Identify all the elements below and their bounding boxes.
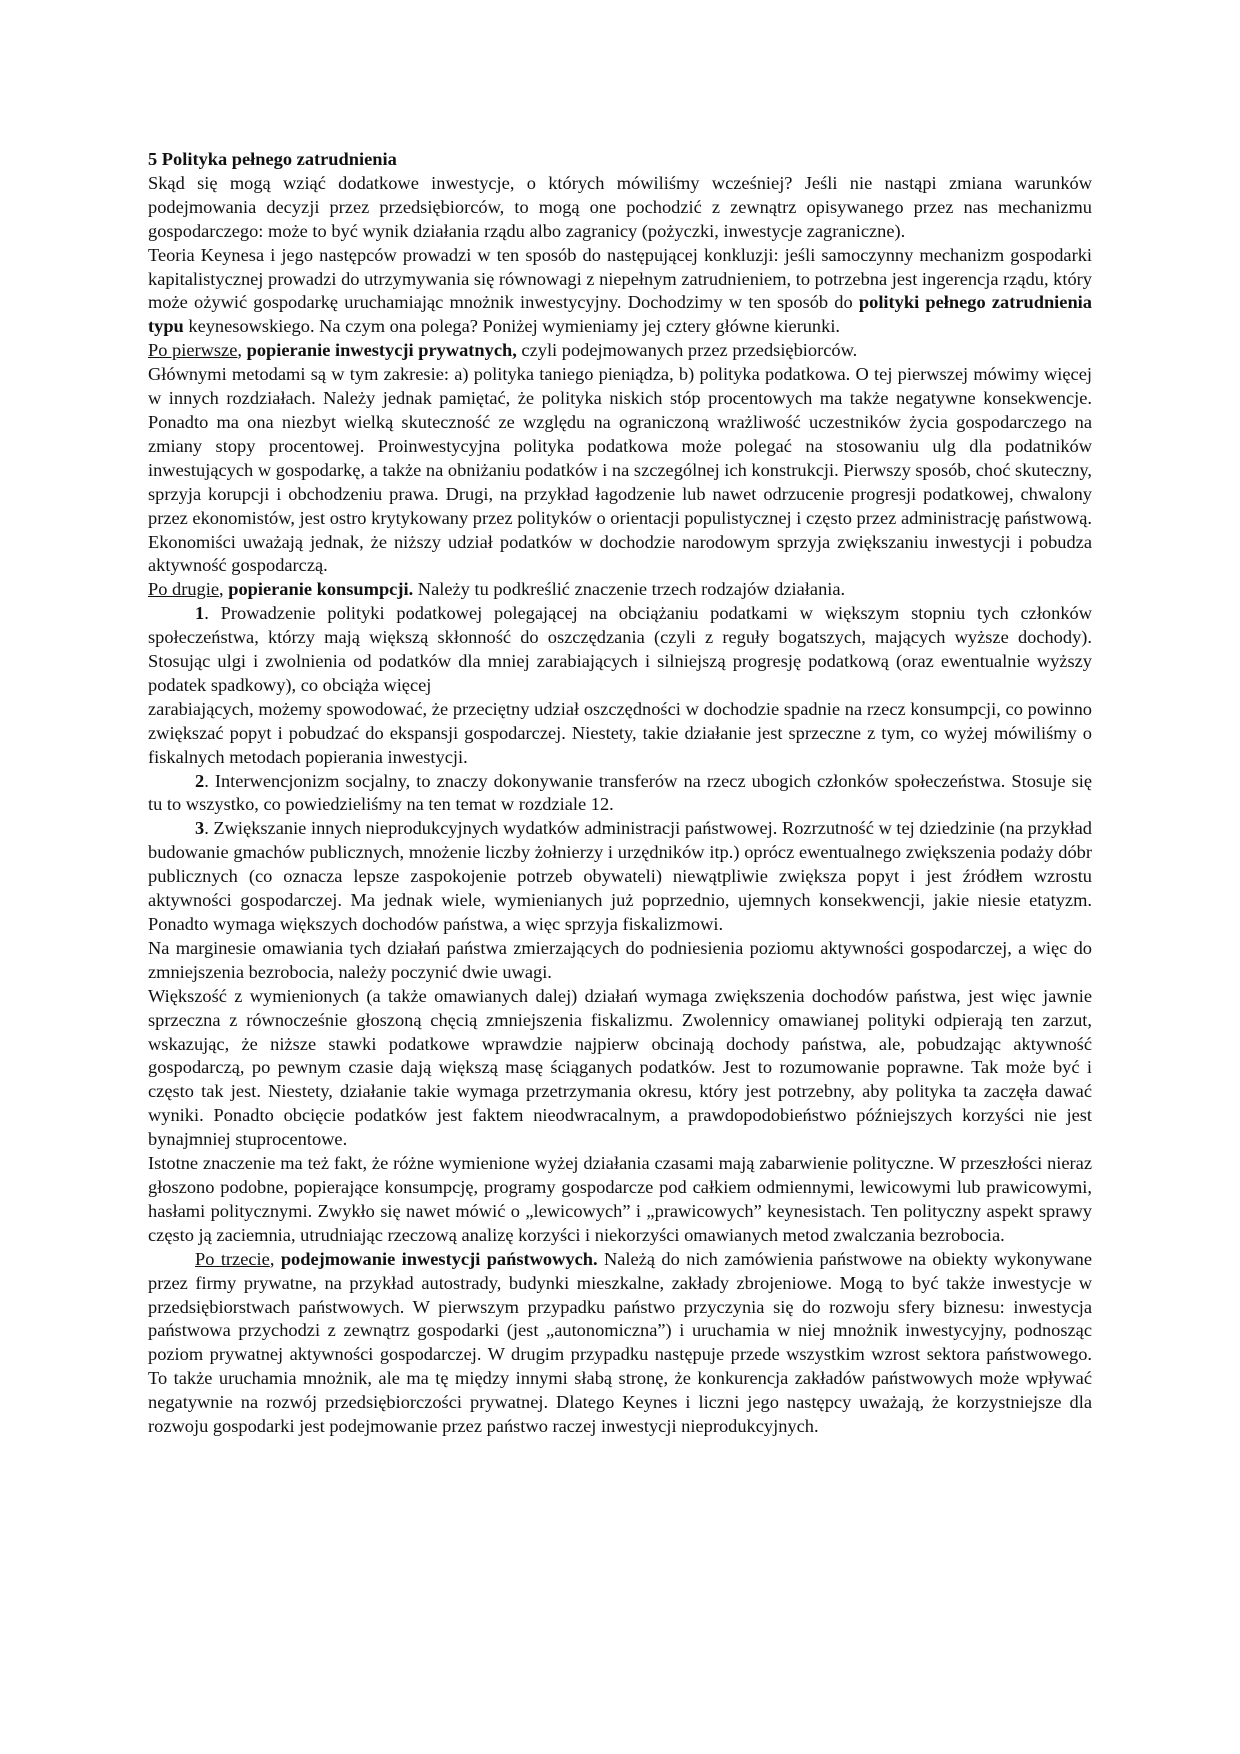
paragraph-remark-fiscal: Większość z wymienionych (a także omawianych dalej) działań wymaga zwiększenia dochodów państwa, jest więc jawnie sprzeczna z równocześnie głoszoną chęcią zmniejszenia fiskalizmu. Zwolennicy omawianej polityki odpierają ten zarzut, wskazując, że niższe stawki podatkowe wprawdzie najpierw obcinają dochody państwa, ale, pobudzając aktywność gospodarczą, po pewnym czasie dają większą masę ściąganych podatków. Jest to rozumowanie poprawne. Tak może być i często tak jest. Niestety, działanie takie wymaga przetrzymania okresu, który jest potrzebny, aby polityka ta zaczęła dawać wyniki. Ponadto obcięcie podatków jest faktem nieodwracalnym, a prawdopodobieństwo późniejszych korzyści nie jest bynajmniej stuprocentowe. [148,985,1092,1150]
underlined-lead: Po drugie [148,579,220,600]
separator: , [269,1248,281,1269]
paragraph-intro: Skąd się mogą wziąć dodatkowe inwestycje, o których mówiliśmy wcześniej? Jeśli nie nastąpi zmiana warunków podejmowania decyzji przez przedsiębiorców, to mogą one pochodzić z zewnątrz opisywanego przez nas mechanizmu gospodarczego: może to być wynik działania rządu albo zagranicy (pożyczki, inwestycje zagraniczne). [148,172,1092,241]
paragraph-keynes-theory [148,244,1092,340]
underlined-lead: Po pierwsze [148,340,238,361]
bold-phrase: popieranie inwestycji prywatnych, [246,340,517,361]
item-text: . Interwencjonizm socjalny, to znaczy dokonywanie transferów na rzecz ubogich członków społeczeństwa. Stosuje się tu to wszystko, co powiedzieliśmy na ten temat w rozdziale 12. [148,770,1092,815]
list-item-1-continued: zarabiających, możemy spowodować, że przeciętny udział oszczędności w dochodzie spadnie na rzecz konsumpcji, co powinno zwiększać popyt i pobudzać do ekspansji gospodarczej. Niestety, takie działanie jest sprzeczne z tym, co wyżej mówiliśmy o fiskalnych metodach popierania inwestycji. [148,698,1092,767]
paragraph-remark-political: Istotne znaczenie ma też fakt, że różne wymienione wyżej działania czasami mają zabarwienie polityczne. W przeszłości nieraz głoszono podobne, popierające konsumpcję, programy gospodarcze pod całkiem odmiennymi, lewicowymi lub prawicowymi, hasłami politycznymi. Zwykło się nawet mówić o „lewicowych” i „prawicowych” keynesistach. Ten polityczny aspekt sprawy często ją zaciemnia, utrudniając rzeczową analizę korzyści i niekorzyści omawianych metod zwalczania bezrobocia. [148,1153,1092,1245]
paragraph-text: Należą do nich zamówienia państwowe na obiekty wykonywane przez firmy prywatne, na przykład autostrady, budynki mieszkalne, zakłady zbrojeniowe. Mogą to być także inwestycje w przedsiębiorstwach państwowych. W pierwszym przypadku państwo przyczynia się do rozwoju sfery biznesu: inwestycja państwowa przychodzi z zewnątrz gospodarki (jest „autonomiczna”) i uruchamia w niej mnożnik inwestycyjny, podnosząc poziom prywatnej aktywności gospodarczej. W drugim przypadku następuje przede wszystkim wzrost sektora państwowego. To także uruchamia mnożnik, ale ma tę między innymi słabą stronę, że konkurencja zakładów państwowych może wpływać negatywnie na rozwój przedsiębiorczości prywatnej. Dlatego Keynes i liczni jego następcy uważają, że korzystniejsze dla rozwoju gospodarki jest podejmowanie przez państwo raczej inwestycji nieprodukcyjnych. [148,1248,1093,1437]
bold-phrase: popieranie konsumpcji. [228,579,414,600]
paragraph-remarks-intro: Na marginesie omawiania tych działań państwa zmierzających do podniesienia poziomu aktywności gospodarczej, a więc do zmniejszenia bezrobocia, należy poczynić dwie uwagi. [148,937,1092,982]
paragraph-text: Należy tu podkreślić znaczenie trzech rodzajów działania. [413,579,846,600]
paragraph-text: czyli podejmowanych przez przedsiębiorców. [516,340,858,361]
separator: , [237,340,247,361]
item-number: 1 [195,603,205,624]
paragraph-text: keynesowskiego. Na czym ona polega? Poniżej wymieniamy jej cztery główne kierunki. [183,316,841,337]
bold-phrase: podejmowanie inwestycji państwowych. [280,1248,598,1269]
section-title: 5 Polityka pełnego zatrudnienia [148,149,397,169]
paragraph-methods: Głównymi metodami są w tym zakresie: a) polityka taniego pieniądza, b) polityka podatkowa. O tej pierwszej mówimy więcej w innych rozdziałach. Należy jednak pamiętać, że polityka niskich stóp procentowych ma także negatywne konsekwencje. Ponadto ma ona niezbyt wielką skuteczność ze względu na ograniczoną wrażliwość uczestników życia gospodarczego na zmiany stopy procentowej. Proinwestycyjna polityka podatkowa może polegać na stosowaniu ulg dla podatników inwestujących w gospodarkę, a także na obniżaniu podatków i na szczególnej ich konstrukcji. Pierwszy sposób, choć skuteczny, sprzyja korupcji i obchodzeniu prawa. Drugi, na przykład łagodzenie lub nawet odrzucenie progresji podatkowej, chwalony przez ekonomistów, jest ostro krytykowany przez polityków o orientacji populistycznej i często przez administrację państwową. Ekonomiści uważają jednak, że niższy udział podatków w dochodzie narodowym sprzyja zwiększaniu inwestycji i pobudza aktywność gospodarczą. [148,364,1092,576]
item-text: . Prowadzenie polityki podatkowej polegającej na obciążaniu podatkami w większym stopniu tych członków społeczeństwa, którzy mają większą skłonność do oszczędzania (czyli z reguły bogatszych, mających wyższe dochody). Stosując ulgi i zwolnienia od podatków dla mniej zarabiających i silniejszą progresję podatkową (oraz ewentualnie wyższy podatek spadkowy), co obciąża więcej [148,603,1092,695]
document-page [148,148,1092,1439]
paragraph-second-direction [148,578,1092,602]
list-item-1 [148,602,1092,698]
separator: , [219,579,229,600]
list-item-2 [148,770,1092,818]
bold-phrase: polityki pełnego zatrudnienia typu [148,292,1092,337]
paragraph-first-direction [148,339,1092,363]
paragraph-third-direction [148,1248,1092,1439]
item-number: 2 [195,770,205,791]
item-number: 3 [195,818,205,839]
item-text: . Zwiększanie innych nieprodukcyjnych wydatków administracji państwowej. Rozrzutność w tej dziedzinie (na przykład budowanie gmachów publicznych, mnożenie liczby żołnierzy i urzędników itp.) oprócz ewentualnego zwiększenia podaży dóbr publicznych (co oznacza lepsze zaspokojenie potrzeb obywateli) niewątpliwie zwiększa popyt i jest źródłem wzrostu aktywności gospodarczej. Ma jednak wiele, wymienianych już poprzednio, ujemnych konsekwencji, jakie niesie etatyzm. Ponadto wymaga większych dochodów państwa, a więc sprzyja fiskalizmowi. [148,818,1092,934]
list-item-3 [148,817,1092,937]
paragraph-text: Teoria Keynesa i jego następców prowadzi w ten sposób do następującej konkluzji: jeśli samoczynny mechanizm gospodarki kapitalistycznej prowadzi do utrzymywania się równowagi z niepełnym zatrudnieniem, to potrzebna jest ingerencja rządu, który może ożywić gospodarkę uruchamiając mnożnik inwestycyjny. Dochodzimy w ten sposób do [148,244,1092,313]
underlined-lead: Po trzecie [195,1248,270,1269]
